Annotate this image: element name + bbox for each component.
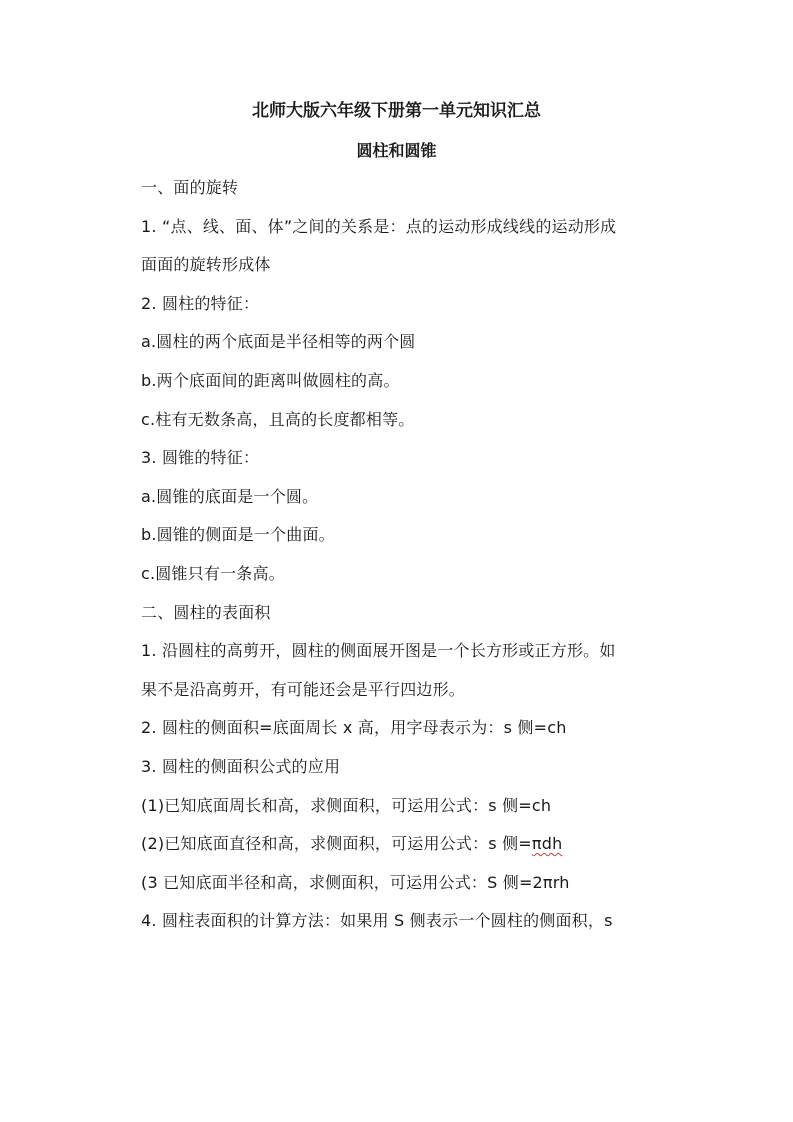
text-line: a.圆锥的底面是一个圆。 bbox=[141, 486, 319, 506]
text-line: (1)已知底面周长和高，求侧面积，可运用公式：s 侧=ch bbox=[141, 795, 552, 815]
text-line: 二、圆柱的表面积 bbox=[141, 602, 271, 622]
text-line: 1. “点、线、面、体”之间的关系是：点的运动形成线线的运动形成 bbox=[141, 216, 617, 236]
text-line: 1. 沿圆柱的高剪开，圆柱的侧面展开图是一个长方形或正方形。如 bbox=[141, 641, 616, 661]
text-line: b.两个底面间的距离叫做圆柱的高。 bbox=[141, 370, 400, 390]
document-subtitle: 圆柱和圆锥 bbox=[356, 141, 437, 160]
text-line: 4. 圆柱表面积的计算方法：如果用 S 侧表示一个圆柱的侧面积，s bbox=[141, 911, 613, 931]
document-title: 北师大版六年级下册第一单元知识汇总 bbox=[252, 101, 541, 121]
document-body bbox=[141, 175, 661, 947]
spellcheck-underline: πdh bbox=[531, 834, 563, 854]
text-line: 一、面的旋转 bbox=[141, 178, 239, 197]
text-line: 3. 圆柱的侧面积公式的应用 bbox=[141, 756, 341, 776]
text-line: 3. 圆锥的特征： bbox=[141, 448, 260, 468]
text-line: 2. 圆柱的侧面积=底面周长 x 高，用字母表示为：s 侧=ch bbox=[141, 718, 567, 738]
text-line: (2)已知底面直径和高，求侧面积，可运用公式：s 侧=πdh bbox=[141, 834, 563, 854]
text-line: c.柱有无数条高，且高的长度都相等。 bbox=[141, 409, 415, 429]
text-line: 2. 圆柱的特征： bbox=[141, 293, 260, 313]
text-line: 果不是沿高剪开，有可能还会是平行四边形。 bbox=[141, 679, 466, 699]
text-line: (3 已知底面半径和高，求侧面积，可运用公式：S 侧=2πrh bbox=[141, 872, 570, 892]
text-line: 面面的旋转形成体 bbox=[141, 255, 271, 275]
text-line: a.圆柱的两个底面是半径相等的两个圆 bbox=[141, 332, 416, 352]
text-line: c.圆锥只有一条高。 bbox=[141, 563, 285, 583]
text-line: b.圆锥的侧面是一个曲面。 bbox=[141, 525, 335, 545]
